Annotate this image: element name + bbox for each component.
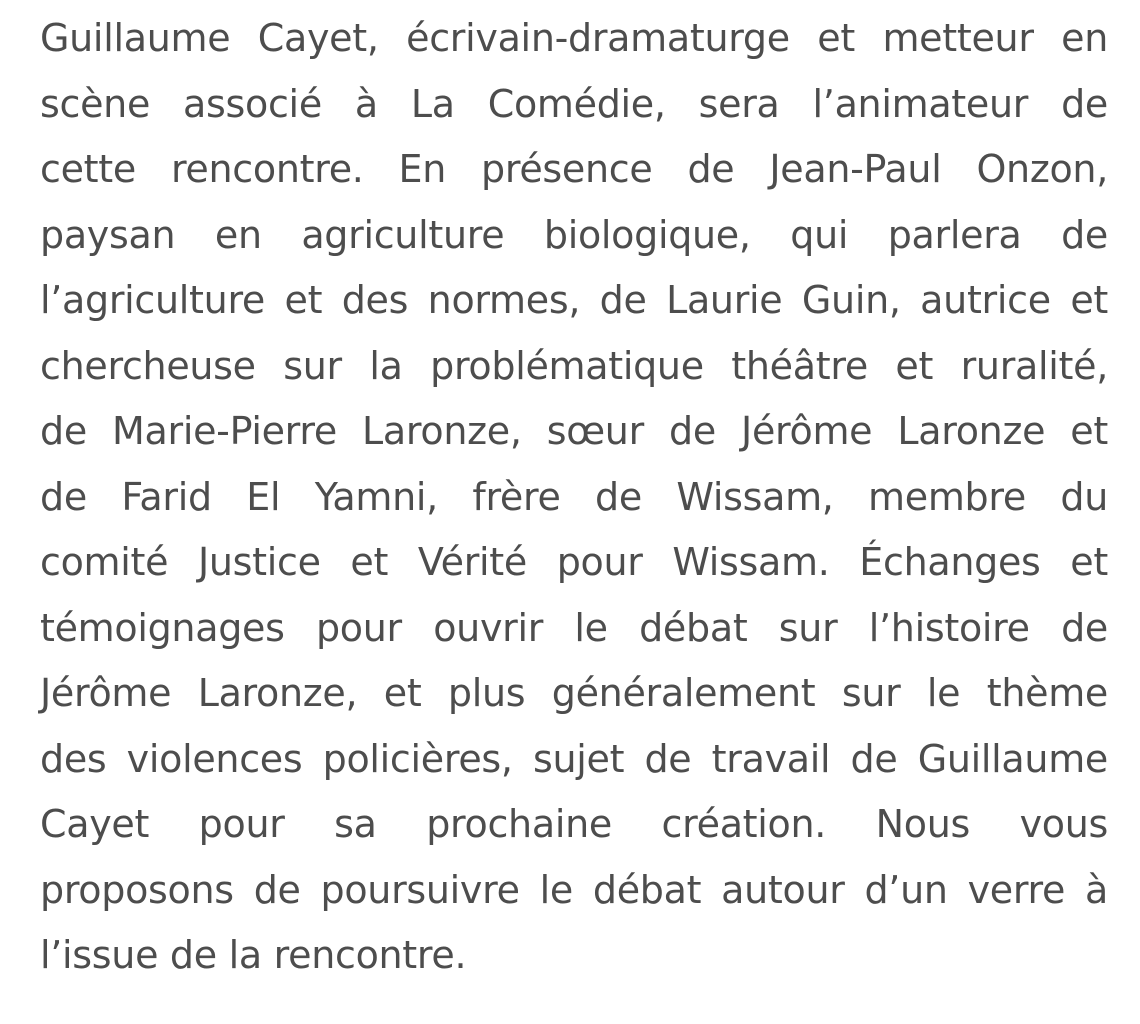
- paragraph-line: de Marie-Pierre Laronze, sœur de Jérôme Laronze et: [40, 409, 1108, 453]
- paragraph-line: témoignages pour ouvrir le débat sur l’histoire de: [40, 605, 1108, 650]
- paragraph-line: paysan en agriculture biologique, qui parlera de: [40, 212, 1108, 257]
- paragraph-line: proposons de poursuivre le débat autour d’un verre à: [40, 867, 1108, 912]
- paragraph-line: l’issue de la rencontre.: [40, 933, 467, 977]
- paragraph-line: comité Justice et Vérité pour Wissam. Échanges et: [40, 540, 1108, 584]
- paragraph-line: cette rencontre. En présence de Jean-Paul Onzon,: [40, 147, 1108, 191]
- paragraph-line: l’agriculture et des normes, de Laurie Guin, autrice et: [40, 278, 1108, 322]
- paragraph-line: de Farid El Yamni, frère de Wissam, membre du: [40, 474, 1108, 519]
- paragraph-line: chercheuse sur la problématique théâtre et ruralité,: [40, 343, 1108, 388]
- paragraph-line: scène associé à La Comédie, sera l’animateur de: [40, 81, 1108, 126]
- article-paragraph: [40, 6, 1108, 989]
- paragraph-line: Jérôme Laronze, et plus généralement sur le thème: [40, 671, 1108, 715]
- paragraph-line: Guillaume Cayet, écrivain-dramaturge et metteur en: [40, 16, 1108, 60]
- paragraph-line: Cayet pour sa prochaine création. Nous vous: [40, 802, 1108, 846]
- paragraph-line: des violences policières, sujet de travail de Guillaume: [40, 736, 1108, 781]
